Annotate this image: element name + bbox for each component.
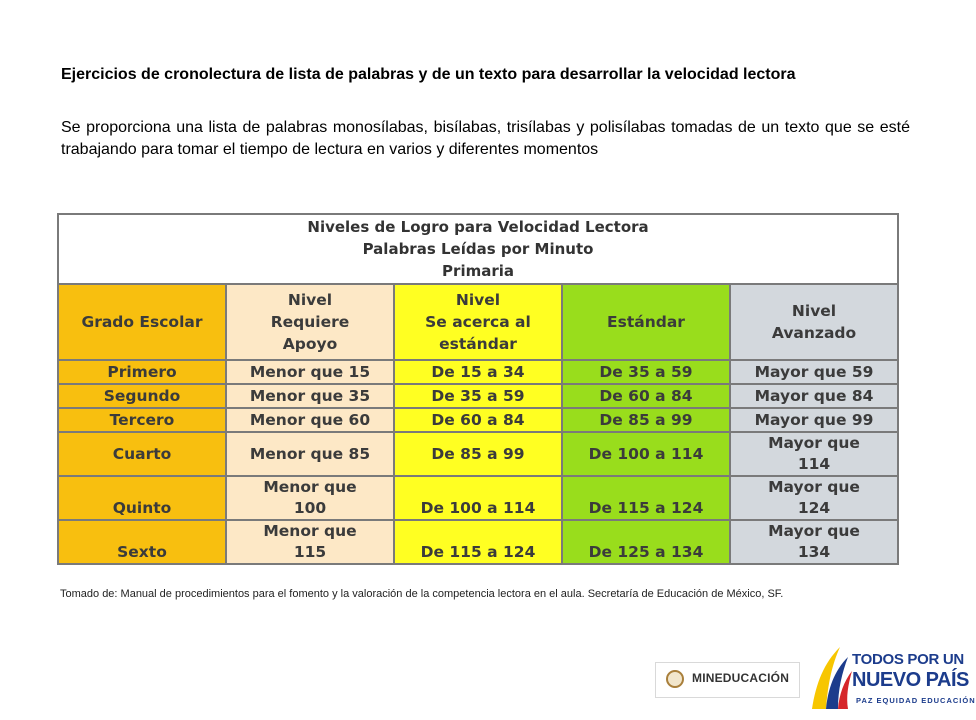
cell-line: Menor que — [263, 522, 357, 540]
intro-paragraph: Se proporciona una lista de palabras monosílabas, bisílabas, trisílabas y polisílabas tomadas de un texto que se esté trabajando para tomar el tiempo de lectura en varios y diferentes momentos — [61, 119, 910, 158]
cell-line: Mayor que 99 — [754, 411, 874, 429]
todos-por-un-nuevo-pais-logo — [806, 643, 976, 713]
cell-grade: Primero — [58, 360, 226, 384]
source-citation: Tomado de: Manual de procedimientos para el fomento y la valoración de la competencia lectora en el aula. Secretaría de Educación de México, SF. — [60, 588, 784, 600]
cell-line: Menor que 35 — [249, 387, 371, 405]
header-estandar — [562, 284, 730, 360]
cell-line: Mayor que — [768, 434, 860, 452]
cell-line: Menor que 60 — [249, 411, 371, 429]
gov-logo-tagline: PAZ EQUIDAD EDUCACIÓN — [856, 696, 976, 705]
cell-apoyo — [226, 432, 394, 476]
cell-grade: Quinto — [58, 476, 226, 520]
header-line: Apoyo — [282, 335, 338, 353]
header-line: Grado Escolar — [81, 313, 203, 331]
header-line: Estándar — [607, 313, 685, 331]
cell-line: Menor que — [263, 478, 357, 496]
table-row — [58, 408, 898, 432]
cell-estandar: De 125 a 134 — [562, 520, 730, 564]
header-line: Nivel — [791, 302, 837, 320]
cell-line: Mayor que 59 — [754, 363, 874, 381]
reading-speed-table — [57, 213, 899, 565]
cell-grade: Tercero — [58, 408, 226, 432]
cell-acerca: De 85 a 99 — [394, 432, 562, 476]
header-se-acerca — [394, 284, 562, 360]
table-title — [58, 214, 898, 284]
cell-apoyo — [226, 520, 394, 564]
cell-estandar: De 85 a 99 — [562, 408, 730, 432]
table-row — [58, 384, 898, 408]
table-row — [58, 476, 898, 520]
coat-of-arms-icon — [666, 670, 684, 688]
document-heading: Ejercicios de cronolectura de lista de palabras y de un texto para desarrollar la velocidad lectora — [61, 66, 796, 83]
cell-line: Mayor que — [768, 478, 860, 496]
cell-avanzado — [730, 384, 898, 408]
table-row — [58, 520, 898, 564]
cell-grade: Cuarto — [58, 432, 226, 476]
cell-grade: Sexto — [58, 520, 226, 564]
cell-apoyo — [226, 360, 394, 384]
cell-estandar: De 100 a 114 — [562, 432, 730, 476]
mineducacion-logo — [655, 662, 800, 698]
cell-line: Menor que 15 — [249, 363, 371, 381]
cell-line: 100 — [293, 499, 327, 517]
header-line: Se acerca al — [425, 313, 531, 331]
cell-apoyo — [226, 384, 394, 408]
cell-acerca: De 35 a 59 — [394, 384, 562, 408]
mineducacion-logo-text: MINEDUCACIÓN — [692, 671, 790, 685]
header-avanzado — [730, 284, 898, 360]
cell-grade: Segundo — [58, 384, 226, 408]
cell-estandar: De 35 a 59 — [562, 360, 730, 384]
cell-estandar: De 60 a 84 — [562, 384, 730, 408]
cell-estandar: De 115 a 124 — [562, 476, 730, 520]
cell-line: Mayor que — [768, 522, 860, 540]
cell-acerca: De 15 a 34 — [394, 360, 562, 384]
cell-acerca: De 100 a 114 — [394, 476, 562, 520]
table-title-line: Primaria — [442, 262, 514, 280]
cell-avanzado — [730, 432, 898, 476]
cell-line: Mayor que 84 — [754, 387, 874, 405]
header-line: Nivel — [455, 291, 501, 309]
table-title-line: Palabras Leídas por Minuto — [362, 240, 594, 258]
table-row — [58, 432, 898, 476]
cell-line: 114 — [797, 455, 831, 473]
header-grado-escolar — [58, 284, 226, 360]
header-line: Nivel — [287, 291, 333, 309]
cell-avanzado — [730, 408, 898, 432]
cell-line: 134 — [797, 543, 831, 561]
cell-line: 124 — [797, 499, 831, 517]
cell-apoyo — [226, 476, 394, 520]
cell-line: 115 — [293, 543, 327, 561]
cell-acerca: De 60 a 84 — [394, 408, 562, 432]
header-requiere-apoyo — [226, 284, 394, 360]
cell-avanzado — [730, 520, 898, 564]
table-title-line: Niveles de Logro para Velocidad Lectora — [307, 218, 649, 236]
header-line: estándar — [439, 335, 517, 353]
cell-apoyo — [226, 408, 394, 432]
cell-line: Menor que 85 — [249, 444, 371, 463]
cell-avanzado — [730, 360, 898, 384]
table-row — [58, 360, 898, 384]
gov-logo-line1: TODOS POR UN — [852, 651, 964, 668]
cell-avanzado — [730, 476, 898, 520]
gov-logo-line2: NUEVO PAÍS — [852, 669, 969, 691]
flag-wave-icon — [806, 643, 854, 713]
reading-speed-table-container — [57, 213, 897, 565]
header-line: Avanzado — [771, 324, 857, 342]
header-line: Requiere — [270, 313, 350, 331]
cell-acerca: De 115 a 124 — [394, 520, 562, 564]
